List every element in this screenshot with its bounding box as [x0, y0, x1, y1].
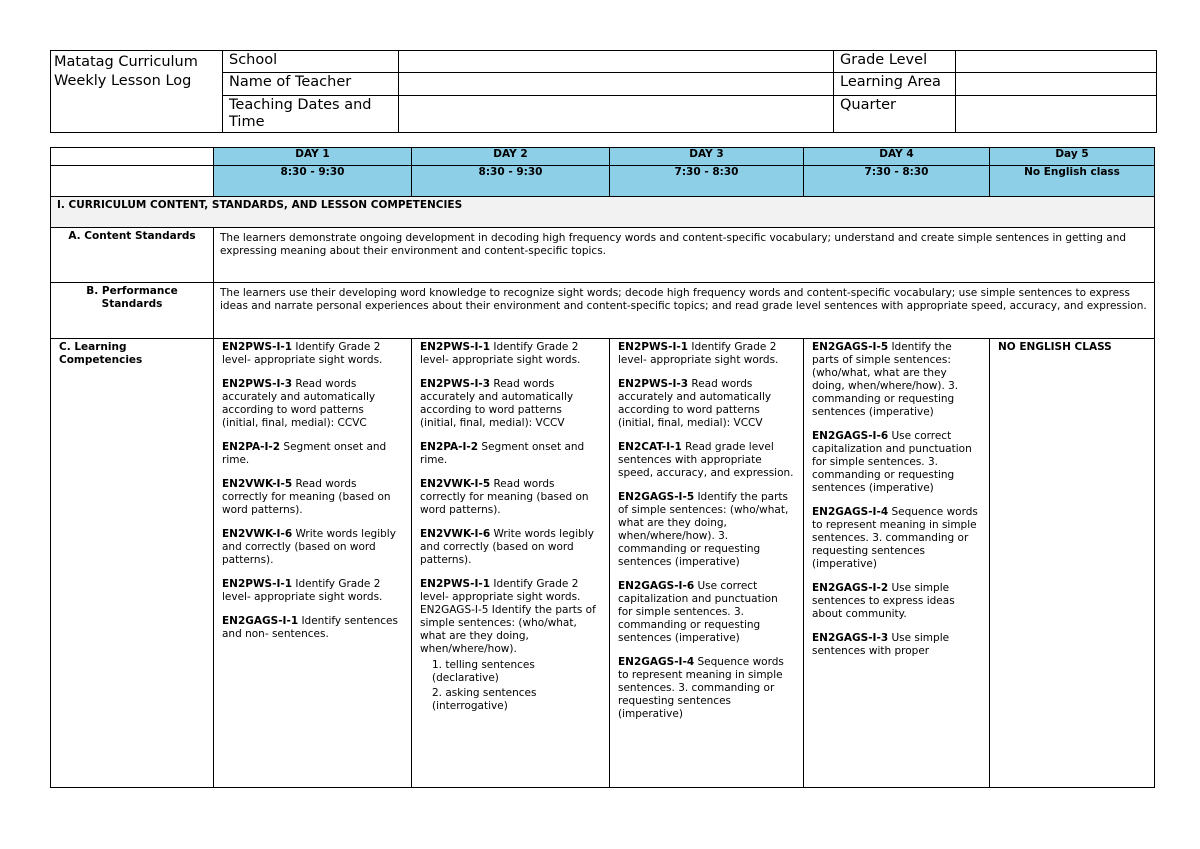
competency-text: Use correct capitalization and punctuation for simple sentences. 3. commanding or requesting sentences (imperative)	[618, 580, 778, 644]
competency-text: Sequence words to represent meaning in simple sentences. 3. commanding or requesting sentences (imperative)	[618, 656, 784, 720]
document-title	[51, 51, 223, 133]
competency-text: Read words correctly for meaning (based on word patterns).	[420, 478, 589, 516]
learning-area-value[interactable]	[956, 73, 1157, 96]
competency-item	[618, 341, 795, 367]
competency-text: Read words accurately and automatically according to word patterns (initial, final, medial): CCVC	[222, 378, 376, 429]
competency-text: Write words legibly and correctly (based on word patterns).	[420, 528, 594, 566]
competency-item	[812, 430, 981, 495]
competency-code: EN2PWS-I-1	[420, 341, 491, 353]
competency-code: EN2GAGS-I-2	[812, 582, 889, 594]
day-5-time: No English class	[990, 166, 1155, 197]
competency-text: Identify the parts of simple sentences: (who/what, what are they doing, when/where/how). 3. commanding or requesting sentences (imperative)	[618, 491, 789, 568]
competency-item	[222, 615, 403, 641]
day-5-header: Day 5	[990, 148, 1155, 166]
competency-text: Sequence words to represent meaning in simple sentences. 3. commanding or requesting sentences (imperative)	[812, 506, 978, 570]
title-line-1: Matatag Curriculum	[54, 54, 198, 70]
day-1-time: 8:30 - 9:30	[214, 166, 412, 197]
sentence-type-item: 1. telling sentences (declarative)	[432, 659, 535, 684]
competency-text: Read words accurately and automatically according to word patterns (initial, final, medial): VCCV	[618, 378, 772, 429]
competency-item	[222, 378, 403, 430]
day-4-competencies	[804, 339, 990, 788]
competency-text: Segment onset and rime.	[420, 441, 585, 466]
performance-standards-text: The learners use their developing word knowledge to recognize sight words; decode high frequency words and content-specific vocabulary; use simple sentences to express ideas and narrate personal experiences about their environment and content-specific topics; and read grade level sentences with appropriate speed, accuracy, and expression.	[214, 283, 1155, 339]
competency-text: Segment onset and rime.	[222, 441, 387, 466]
day-5-competencies: NO ENGLISH CLASS	[990, 339, 1155, 788]
day-1-competencies	[214, 339, 412, 788]
competency-text: Identify Grade 2 level- appropriate sight words.	[222, 578, 383, 603]
day-1-header: DAY 1	[214, 148, 412, 166]
competency-code: EN2PWS-I-3	[222, 378, 293, 390]
competency-item	[420, 441, 601, 467]
grade-level-value[interactable]	[956, 51, 1157, 73]
competency-code: EN2GAGS-I-6	[812, 430, 889, 442]
learning-competencies-label: C. Learning Competencies	[51, 339, 214, 788]
competency-code: EN2PWS-I-1	[222, 341, 293, 353]
school-label: School	[223, 51, 399, 73]
competency-item	[420, 528, 601, 567]
competency-code: EN2CAT-I-1	[618, 441, 682, 453]
performance-standards-row	[51, 283, 1155, 339]
competency-text: Identify sentences and non- sentences.	[222, 615, 398, 640]
competency-item	[618, 580, 795, 645]
teaching-dates-label: Teaching Dates and Time	[223, 96, 399, 133]
competency-text: Write words legibly and correctly (based on word patterns).	[222, 528, 396, 566]
competency-code: EN2VWK-I-6	[222, 528, 293, 540]
competency-text: Use correct capitalization and punctuation for simple sentences. 3. commanding or requesting sentences (imperative)	[812, 430, 972, 494]
content-standards-label: A. Content Standards	[51, 228, 214, 283]
learning-area-label: Learning Area	[834, 73, 956, 96]
competency-code: EN2PWS-I-3	[618, 378, 689, 390]
competency-item	[222, 441, 403, 467]
competency-item	[420, 341, 601, 367]
quarter-value[interactable]	[956, 96, 1157, 133]
lesson-log-header-table	[50, 50, 1157, 133]
competency-item	[812, 341, 981, 419]
day-2-time: 8:30 - 9:30	[412, 166, 610, 197]
teacher-value[interactable]	[399, 73, 834, 96]
competency-item	[222, 578, 403, 604]
competency-text: Read words correctly for meaning (based on word patterns).	[222, 478, 391, 516]
lesson-log-table	[50, 147, 1155, 788]
competency-item	[420, 478, 601, 517]
day-3-competencies	[610, 339, 804, 788]
competency-code: EN2VWK-I-5	[420, 478, 491, 490]
competency-code: EN2GAGS-I-1	[222, 615, 299, 627]
sentence-type-item: 2. asking sentences (interrogative)	[432, 687, 537, 712]
competency-text: Identify Grade 2 level- appropriate sight words.	[222, 341, 383, 366]
competency-item	[618, 656, 795, 721]
competency-item	[618, 441, 795, 480]
competency-item	[222, 478, 403, 517]
competency-text: Read words accurately and automatically according to word patterns (initial, final, medial): VCCV	[420, 378, 574, 429]
competency-code: EN2PA-I-2	[420, 441, 479, 453]
grade-level-label: Grade Level	[834, 51, 956, 73]
content-standards-row	[51, 228, 1155, 283]
competency-item	[618, 378, 795, 430]
teacher-label: Name of Teacher	[223, 73, 399, 96]
competency-code: EN2GAGS-I-3	[812, 632, 889, 644]
sentence-types-list	[432, 659, 601, 713]
competency-item	[420, 578, 601, 656]
competency-code: EN2GAGS-I-5	[618, 491, 695, 503]
competency-text: Identify Grade 2 level- appropriate sight words.	[618, 341, 779, 366]
content-standards-text: The learners demonstrate ongoing development in decoding high frequency words and content-specific vocabulary; understand and create simple sentences in getting and expressing meaning about their environment and content-specific topics.	[214, 228, 1155, 283]
title-line-2: Weekly Lesson Log	[54, 73, 192, 89]
competency-code: EN2PA-I-2	[222, 441, 281, 453]
competency-text: Identify the parts of simple sentences: (who/what, what are they doing, when/where/how). 3. commanding or requesting sentences (imperative)	[812, 341, 959, 418]
competency-item	[420, 378, 601, 430]
competency-code: EN2PWS-I-1	[618, 341, 689, 353]
competency-item	[618, 491, 795, 569]
competency-item	[812, 506, 981, 571]
competency-code: EN2GAGS-I-5	[812, 341, 889, 353]
competency-code: EN2VWK-I-5	[222, 478, 293, 490]
day-2-header: DAY 2	[412, 148, 610, 166]
competency-code: EN2PWS-I-1	[222, 578, 293, 590]
day-2-competencies	[412, 339, 610, 788]
competency-item	[222, 341, 403, 367]
learning-competencies-row	[51, 339, 1155, 788]
competency-item	[222, 528, 403, 567]
competency-item	[812, 582, 981, 621]
competency-code: EN2GAGS-I-4	[618, 656, 695, 668]
day-3-header: DAY 3	[610, 148, 804, 166]
competency-text: Use simple sentences to express ideas about community.	[812, 582, 955, 620]
school-value[interactable]	[399, 51, 834, 73]
section-title: I. CURRICULUM CONTENT, STANDARDS, AND LESSON COMPETENCIES	[51, 197, 1155, 228]
day-4-header: DAY 4	[804, 148, 990, 166]
competency-code: EN2PWS-I-1	[420, 578, 491, 590]
section-row	[51, 197, 1155, 228]
competency-code: EN2VWK-I-6	[420, 528, 491, 540]
competency-code: EN2GAGS-I-4	[812, 506, 889, 518]
day-3-time: 7:30 - 8:30	[610, 166, 804, 197]
competency-text: Use simple sentences with proper	[812, 632, 950, 657]
teaching-dates-value[interactable]	[399, 96, 834, 133]
competency-text: Identify Grade 2 level- appropriate sight words.	[420, 341, 581, 366]
competency-item	[812, 632, 981, 658]
day-header-row	[51, 148, 1155, 166]
quarter-label: Quarter	[834, 96, 956, 133]
competency-code: EN2PWS-I-3	[420, 378, 491, 390]
time-row	[51, 166, 1155, 197]
performance-standards-label: B. Performance Standards	[51, 283, 214, 339]
competency-code: EN2GAGS-I-6	[618, 580, 695, 592]
day-4-time: 7:30 - 8:30	[804, 166, 990, 197]
competency-text: Identify Grade 2 level- appropriate sight words. EN2GAGS-I-5 Identify the parts of simple sentences: (who/what, what are they doing, when/where/how).	[420, 578, 596, 655]
competency-text: Read grade level sentences with appropriate speed, accuracy, and expression.	[618, 441, 794, 479]
